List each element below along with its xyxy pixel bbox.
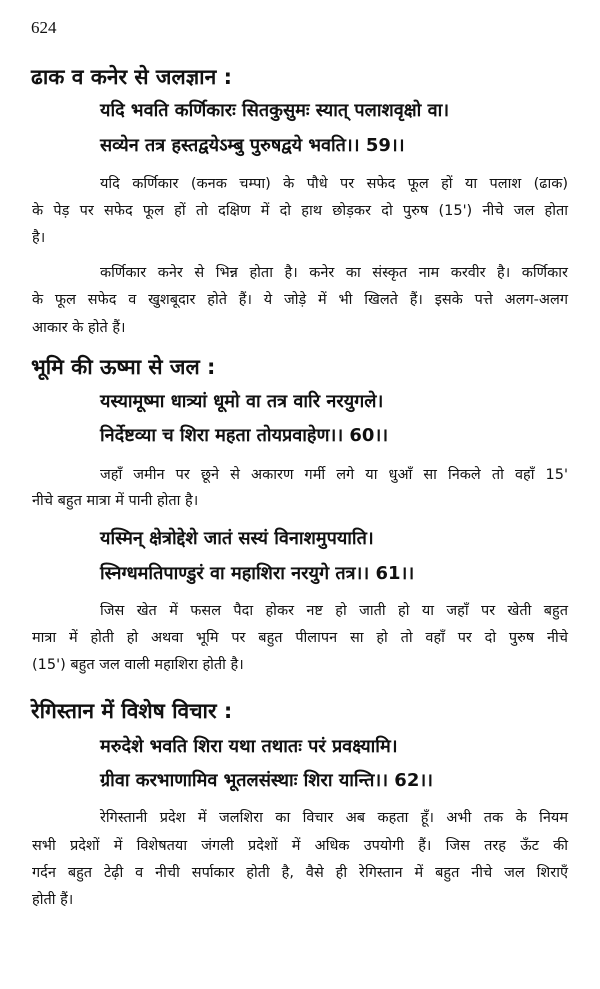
- paragraph-line: होती हैं।: [32, 892, 74, 908]
- paragraph-line: गर्दन बहुत टेढ़ी व नीची सर्पाकार होती है, वैसे ही रेगिस्तान में बहुत नीचे जल शिराएँ: [32, 865, 568, 881]
- section-heading: ढाक व कनेर से जलज्ञान :: [31, 65, 232, 89]
- verse-line: स्निग्धमतिपाण्डुरं वा महाशिरा नरयुगे तत्र।। 61।।: [100, 563, 415, 584]
- paragraph-line: कर्णिकार कनेर से भिन्न होता है। कनेर का संस्कृत नाम करवीर है। कर्णिकार: [100, 265, 568, 281]
- paragraph-line: के फूल सफेद व खुशबूदार होते हैं। ये जोड़े में भी खिलते हैं। इसके पत्ते अलग-अलग: [32, 292, 568, 308]
- paragraph-line: यदि कर्णिकार (कनक चम्पा) के पौधे पर सफेद फूल हों या पलाश (ढाक): [100, 176, 568, 192]
- verse-line: सव्येन तत्र हस्तद्वयेऽम्बु पुरुषद्वये भवति।। 59।।: [100, 135, 405, 156]
- paragraph-line: नीचे बहुत मात्रा में पानी होता है।: [32, 493, 199, 509]
- page-number: 624: [31, 18, 57, 37]
- verse-line: यस्मिन् क्षेत्रोद्देशे जातं सस्यं विनाशमुपयाति।: [100, 528, 374, 549]
- verse-line: यदि भवति कर्णिकारः सितकुसुमः स्यात् पलाशवृक्षो वा।: [100, 100, 450, 121]
- section-heading: रेगिस्तान में विशेष विचार :: [31, 699, 233, 723]
- paragraph-line: जहाँ जमीन पर छूने से अकारण गर्मी लगे या धुआँ सा निकले तो वहाँ 15': [100, 467, 568, 483]
- verse-line: ग्रीवा करभाणामिव भूतलसंस्थाः शिरा यान्ति।। 62।।: [100, 770, 433, 791]
- section-heading: भूमि की ऊष्मा से जल :: [31, 355, 216, 379]
- verse-line: यस्यामूष्मा धात्र्यां धूमो वा तत्र वारि नरयुगले।: [100, 391, 384, 412]
- paragraph-line: (15') बहुत जल वाली महाशिरा होती है।: [32, 657, 244, 673]
- paragraph-line: है।: [32, 230, 46, 246]
- verse-line: निर्देष्टव्या च शिरा महता तोयप्रवाहेण।। 60।।: [100, 425, 389, 446]
- paragraph-line: सभी प्रदेशों में विशेषतया जंगली प्रदेशों में अधिक उपयोगी हैं। जिस तरह ऊँट की: [32, 838, 568, 854]
- verse-line: मरुदेशे भवति शिरा यथा तथातः परं प्रवक्ष्यामि।: [100, 736, 398, 757]
- paragraph-line: के पेड़ पर सफेद फूल हों तो दक्षिण में दो हाथ छोड़कर दो पुरुष (15') नीचे जल होता: [32, 203, 568, 219]
- paragraph-line: जिस खेत में फसल पैदा होकर नष्ट हो जाती हो या जहाँ पर खेती बहुत: [100, 603, 568, 619]
- paragraph-line: आकार के होते हैं।: [32, 320, 126, 336]
- paragraph-line: मात्रा में होती हो अथवा भूमि पर बहुत पीलापन सा हो तो वहाँ पर दो पुरुष नीचे: [32, 630, 568, 646]
- paragraph-line: रेगिस्तानी प्रदेश में जलशिरा का विचार अब कहता हूँ। अभी तक के नियम: [100, 810, 568, 826]
